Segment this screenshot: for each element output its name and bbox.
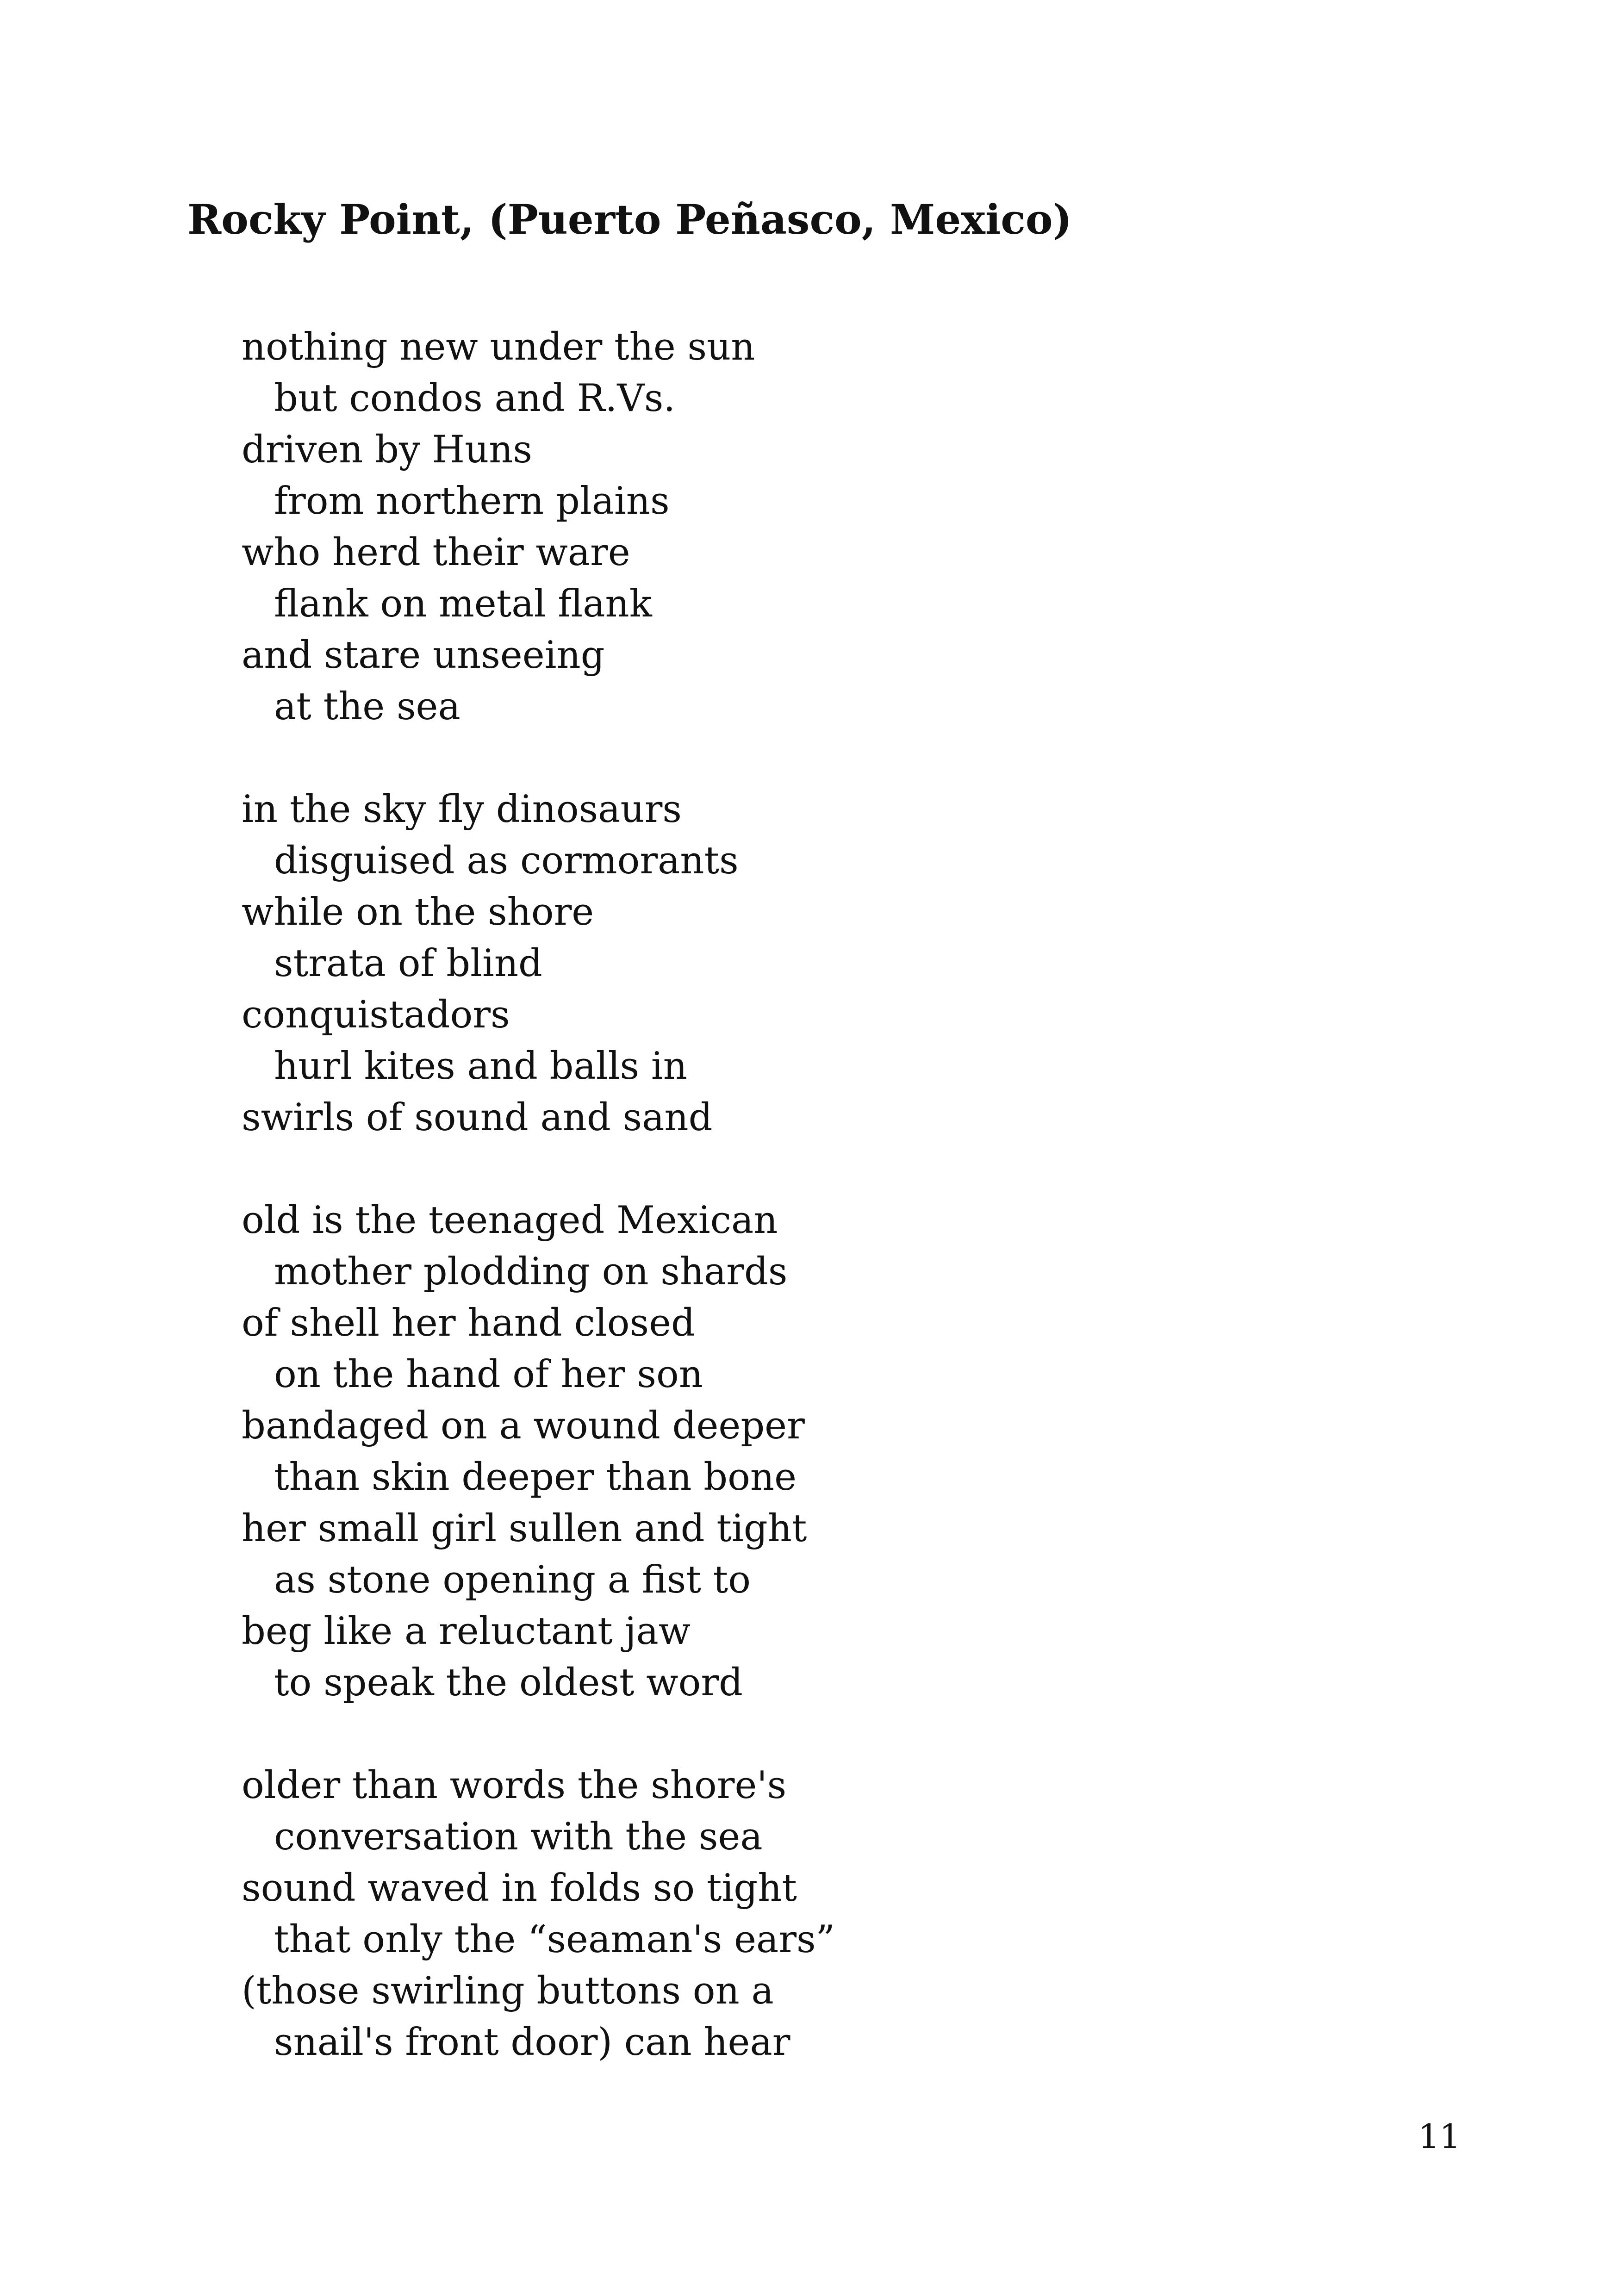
poem-line: her small girl sullen and tight: [242, 1507, 807, 1550]
poem-line: of shell her hand closed: [242, 1301, 695, 1345]
poem-line: who herd their ware: [242, 531, 630, 574]
page-number: 11: [1418, 2117, 1461, 2156]
poem-line: conquistadors: [242, 993, 510, 1037]
poem-line: flank on metal flank: [274, 582, 652, 626]
stanza: [242, 322, 835, 733]
poem-line: snail's front door) can hear: [274, 2021, 790, 2064]
poem-line: nothing new under the sun: [242, 325, 755, 369]
stanza: [242, 1760, 835, 2068]
poem-line: but condos and R.Vs.: [274, 377, 676, 420]
poem-line: (those swirling buttons on a: [242, 1969, 774, 2013]
poem-line: at the sea: [274, 685, 461, 728]
poem-line: sound waved in folds so tight: [242, 1867, 797, 1910]
poem-line: to speak the oldest word: [274, 1661, 743, 1705]
poem-line: beg like a reluctant jaw: [242, 1610, 691, 1653]
poem-line: and stare unseeing: [242, 634, 605, 677]
poem-line: on the hand of her son: [274, 1353, 703, 1396]
stanza: [242, 784, 835, 1144]
poem-line: than skin deeper than bone: [274, 1456, 797, 1499]
poem-line: old is the teenaged Mexican: [242, 1199, 778, 1242]
poem-line: bandaged on a wound deeper: [242, 1404, 805, 1448]
poem-line: conversation with the sea: [274, 1815, 763, 1859]
poem-line: in the sky fly dinosaurs: [242, 788, 682, 831]
poem-line: strata of blind: [274, 942, 542, 985]
poem-line: mother plodding on shards: [274, 1250, 788, 1294]
poem-line: while on the shore: [242, 890, 594, 934]
poem-title: Rocky Point, (Puerto Peñasco, Mexico): [187, 195, 1072, 243]
poem-line: older than words the shore's: [242, 1764, 787, 1807]
poem-line: swirls of sound and sand: [242, 1096, 713, 1139]
poem-line: as stone opening a fist to: [274, 1558, 751, 1602]
poem-body: [242, 322, 835, 2068]
poem-line: hurl kites and balls in: [274, 1045, 687, 1088]
stanza: [242, 1195, 835, 1709]
poem-line: driven by Huns: [242, 428, 532, 472]
poem-line: disguised as cormorants: [274, 839, 739, 883]
poem-line: from northern plains: [274, 479, 670, 523]
poem-line: that only the “seaman's ears”: [274, 1918, 835, 1961]
